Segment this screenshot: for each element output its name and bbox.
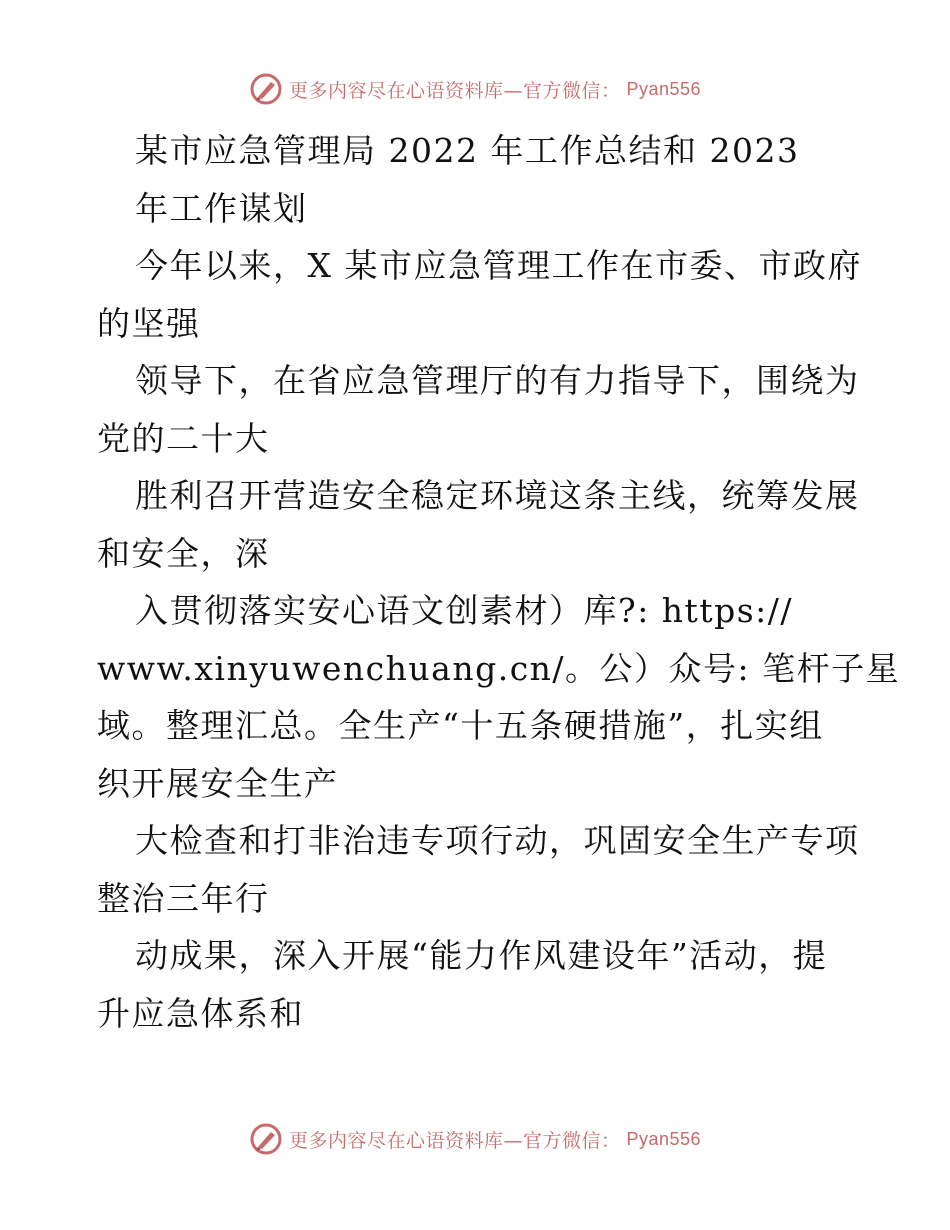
pen-logo-icon [249,1122,283,1156]
title-line-2: 年工作谋划 [135,188,308,228]
paragraph-line: 今年以来，X 某市应急管理工作在市委、市政府 [135,246,862,285]
paragraph-line: 动成果，深入开展“能力作风建设年”活动，提 [135,936,828,975]
paragraph-line: 整治三年行 [97,878,270,918]
paragraph-line: 胜利召开营造安全稳定环境这条主线，统筹发展 [135,476,860,515]
paragraph-line: 域。整理汇总。全生产“十五条硬措施”，扎实组 [97,706,824,745]
pen-logo-icon [249,72,283,106]
paragraph-line: 大检查和打非治违专项行动，巩固安全生产专项 [135,821,860,860]
watermark-handle: Pyan556 [626,1128,702,1149]
paragraph-line: 领导下，在省应急管理厅的有力指导下，围绕为 [135,361,860,400]
paragraph-line: 和安全，深 [97,533,270,573]
watermark-handle: Pyan556 [626,78,702,99]
paragraph-line: 升应急体系和 [97,993,304,1033]
paragraph-line: 的坚强 [97,303,201,343]
title-line-1: 某市应急管理局 2022 年工作总结和 2023 [135,131,800,170]
paragraph-line: 织开展安全生产 [97,763,339,803]
paragraph-line: 入贯彻落实安心语文创素材）库?: https:// [135,591,793,630]
document-body [97,122,901,1042]
watermark-text: 更多内容尽在心语资料库—官方微信： [288,1129,621,1152]
paragraph-line: 党的二十大 [97,418,270,458]
watermark-bottom [0,1122,950,1156]
watermark-text: 更多内容尽在心语资料库—官方微信： [288,79,621,102]
paragraph-line: www.xinyuwenchuang.cn/。公）众号: 笔杆子星 [97,648,901,688]
watermark-top [0,72,950,106]
